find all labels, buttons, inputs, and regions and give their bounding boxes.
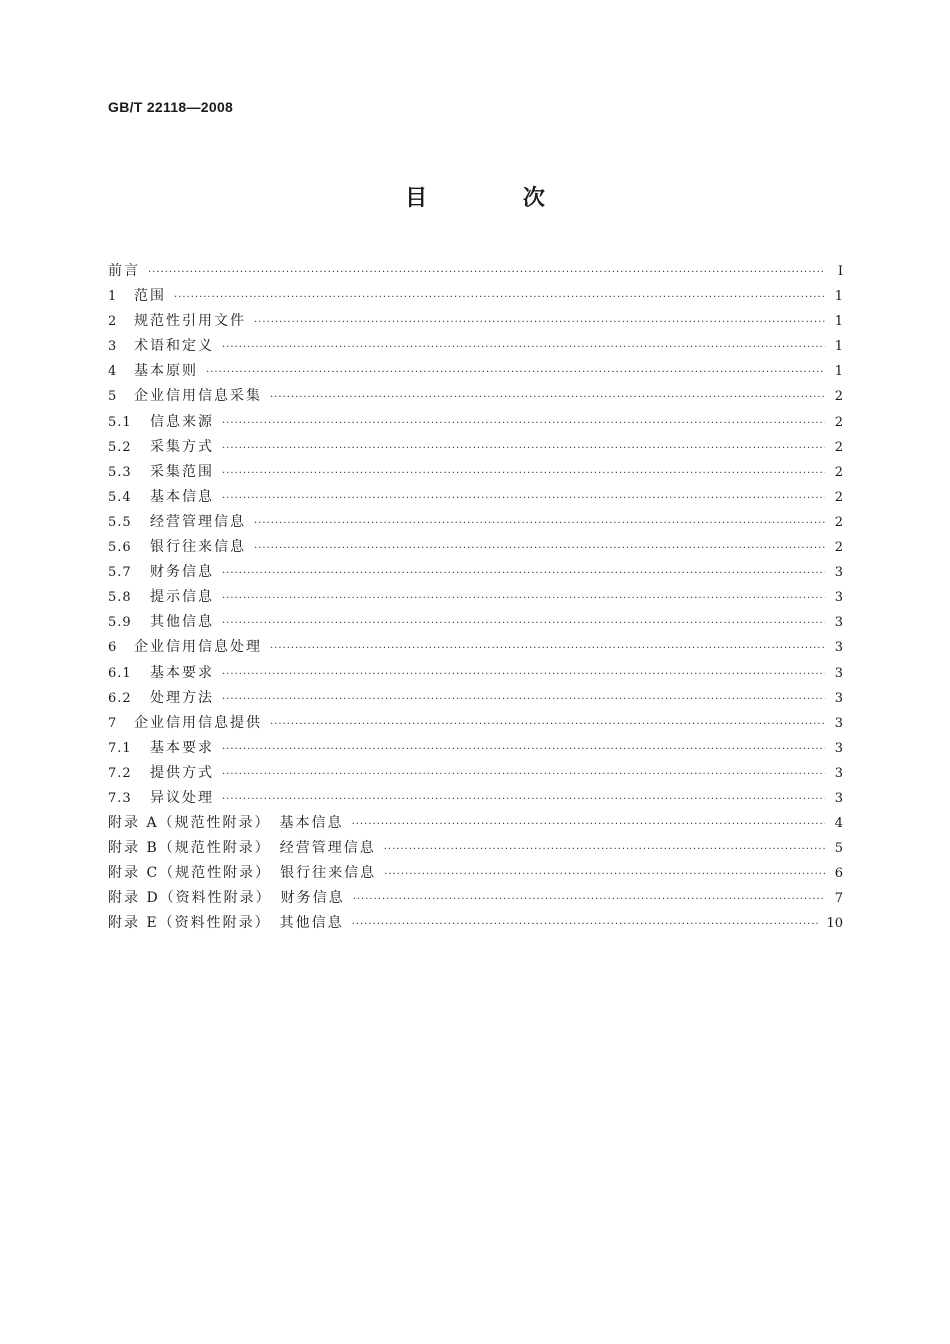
toc-dot-leader (254, 536, 825, 561)
toc-entry-label: 附录 B（规范性附录） 经营管理信息 (108, 840, 376, 857)
toc-entry-label: 其他信息 (150, 614, 214, 631)
toc-entry[interactable] (108, 485, 843, 510)
toc-entry-label: 附录 A（规范性附录） 基本信息 (108, 815, 344, 832)
toc-entry[interactable] (108, 811, 843, 836)
toc-entry[interactable] (108, 460, 843, 485)
toc-entry[interactable] (108, 259, 843, 284)
toc-entry-page-number: 1 (834, 289, 843, 305)
toc-entry-number: 6.1 (108, 665, 132, 681)
toc-entry[interactable] (108, 761, 843, 786)
toc-dot-leader (148, 260, 825, 285)
toc-entry-label: 提供方式 (150, 764, 214, 781)
toc-entry[interactable] (108, 334, 843, 359)
toc-dot-leader (222, 436, 825, 461)
toc-entry-page-number: 5 (834, 841, 843, 857)
toc-dot-leader (222, 586, 825, 611)
toc-dot-leader (270, 712, 825, 737)
toc-entry-label: 处理方法 (150, 689, 214, 706)
toc-entry[interactable] (108, 836, 843, 861)
toc-dot-leader (174, 285, 825, 310)
toc-entry-label: 范围 (134, 288, 166, 305)
toc-entry[interactable] (108, 359, 843, 384)
toc-dot-leader (254, 511, 825, 536)
toc-entry-page-number: 3 (834, 640, 843, 656)
toc-entry-page-number: 2 (834, 414, 843, 430)
toc-entry-label: 异议处理 (150, 789, 214, 806)
toc-dot-leader (384, 837, 825, 862)
toc-entry-page-number: 3 (834, 690, 843, 706)
toc-entry-page-number: 1 (834, 339, 843, 355)
toc-entry[interactable] (108, 309, 843, 334)
toc-entry-page-number: 3 (834, 765, 843, 781)
toc-entry[interactable] (108, 610, 843, 635)
toc-dot-leader (270, 636, 825, 661)
toc-entry-page-number: 3 (834, 740, 843, 756)
toc-entry-number: 5.9 (108, 615, 132, 631)
toc-dot-leader (270, 385, 825, 410)
toc-entry-number: 5.8 (108, 590, 132, 606)
toc-dot-leader (222, 762, 825, 787)
toc-entry-page-number: I (837, 264, 843, 279)
toc-dot-leader (222, 662, 825, 687)
toc-entry-number: 6 (108, 640, 118, 656)
toc-entry-number: 5.1 (108, 414, 132, 430)
table-of-contents (108, 259, 843, 937)
toc-entry-label: 基本要求 (150, 664, 214, 681)
toc-entry-number: 5.4 (108, 489, 132, 505)
toc-entry-page-number: 2 (834, 389, 843, 405)
toc-entry-number: 7.2 (108, 765, 132, 781)
toc-entry-page-number: 2 (834, 540, 843, 556)
toc-entry[interactable] (108, 736, 843, 761)
toc-entry-label: 财务信息 (150, 564, 214, 581)
toc-entry-label: 银行往来信息 (150, 539, 246, 556)
toc-entry-number: 5.3 (108, 464, 132, 480)
toc-entry-label: 基本要求 (150, 739, 214, 756)
toc-entry[interactable] (108, 284, 843, 309)
toc-entry-page-number: 4 (834, 816, 843, 832)
toc-entry-label: 基本信息 (150, 488, 214, 505)
toc-entry-page-number: 3 (834, 615, 843, 631)
toc-entry-page-number: 1 (834, 314, 843, 330)
toc-entry-number: 7.3 (108, 790, 132, 806)
toc-entry-label: 采集范围 (150, 463, 214, 480)
toc-dot-leader (384, 862, 825, 887)
toc-entry-label: 企业信用信息处理 (134, 639, 262, 656)
toc-dot-leader (353, 887, 825, 912)
toc-entry-label: 信息来源 (150, 413, 214, 430)
toc-entry[interactable] (108, 661, 843, 686)
toc-entry-number: 5.6 (108, 540, 132, 556)
toc-entry-label: 提示信息 (150, 589, 214, 606)
toc-entry[interactable] (108, 384, 843, 409)
toc-entry-page-number: 2 (834, 514, 843, 530)
toc-entry-page-number: 3 (834, 790, 843, 806)
toc-entry-page-number: 3 (834, 565, 843, 581)
toc-dot-leader (222, 486, 825, 511)
toc-entry-label: 企业信用信息采集 (134, 388, 262, 405)
toc-entry-label: 前言 (108, 263, 140, 279)
toc-entry-page-number: 2 (834, 489, 843, 505)
toc-entry-label: 企业信用信息提供 (134, 714, 262, 731)
toc-entry-page-number: 3 (834, 715, 843, 731)
toc-dot-leader (222, 737, 825, 762)
toc-entry[interactable] (108, 686, 843, 711)
toc-entry-page-number: 1 (834, 364, 843, 380)
toc-dot-leader (222, 335, 825, 360)
toc-entry[interactable] (108, 635, 843, 660)
toc-entry-number: 2 (108, 314, 118, 330)
toc-entry-page-number: 3 (834, 590, 843, 606)
toc-entry-page-number: 2 (834, 464, 843, 480)
toc-entry-label: 经营管理信息 (150, 513, 246, 530)
toc-entry-label: 采集方式 (150, 438, 214, 455)
toc-entry-label: 基本原则 (134, 363, 198, 380)
toc-entry-number: 3 (108, 339, 118, 355)
toc-entry[interactable] (108, 510, 843, 535)
toc-entry-number: 5.5 (108, 514, 132, 530)
toc-entry[interactable] (108, 535, 843, 560)
toc-entry[interactable] (108, 560, 843, 585)
toc-entry-page-number: 10 (826, 916, 843, 932)
toc-entry-number: 7 (108, 715, 118, 731)
toc-entry[interactable] (108, 435, 843, 460)
toc-entry-page-number: 6 (834, 866, 843, 882)
page-title: 目 次 (405, 186, 589, 211)
toc-entry-page-number: 7 (834, 891, 843, 907)
toc-dot-leader (254, 310, 825, 335)
toc-dot-leader (352, 912, 819, 937)
toc-entry-number: 5 (108, 389, 118, 405)
toc-entry-label: 附录 E（资料性附录） 其他信息 (108, 915, 344, 932)
toc-entry[interactable] (108, 585, 843, 610)
toc-entry-page-number: 3 (834, 665, 843, 681)
toc-dot-leader (352, 812, 825, 837)
toc-dot-leader (222, 411, 825, 436)
toc-entry-label: 附录 C（规范性附录） 银行往来信息 (108, 865, 377, 882)
toc-entry[interactable] (108, 786, 843, 811)
toc-entry[interactable] (108, 711, 843, 736)
toc-dot-leader (222, 611, 825, 636)
toc-entry-number: 5.2 (108, 439, 132, 455)
toc-entry-label: 附录 D（资料性附录） 财务信息 (108, 890, 345, 907)
toc-entry[interactable] (108, 861, 843, 886)
standard-code: GB/T 22118—2008 (108, 99, 234, 115)
toc-dot-leader (206, 360, 825, 385)
toc-entry-label: 规范性引用文件 (134, 313, 246, 330)
toc-entry[interactable] (108, 911, 843, 936)
toc-entry-number: 7.1 (108, 740, 132, 756)
toc-dot-leader (222, 561, 825, 586)
toc-entry-number: 4 (108, 364, 118, 380)
toc-entry-number: 1 (108, 289, 118, 305)
toc-entry-label: 术语和定义 (134, 338, 214, 355)
toc-dot-leader (222, 461, 825, 486)
toc-entry-number: 5.7 (108, 565, 132, 581)
toc-entry-page-number: 2 (834, 439, 843, 455)
toc-dot-leader (222, 787, 825, 812)
toc-entry[interactable] (108, 886, 843, 911)
toc-entry-number: 6.2 (108, 690, 132, 706)
toc-dot-leader (222, 687, 825, 712)
toc-entry[interactable] (108, 410, 843, 435)
